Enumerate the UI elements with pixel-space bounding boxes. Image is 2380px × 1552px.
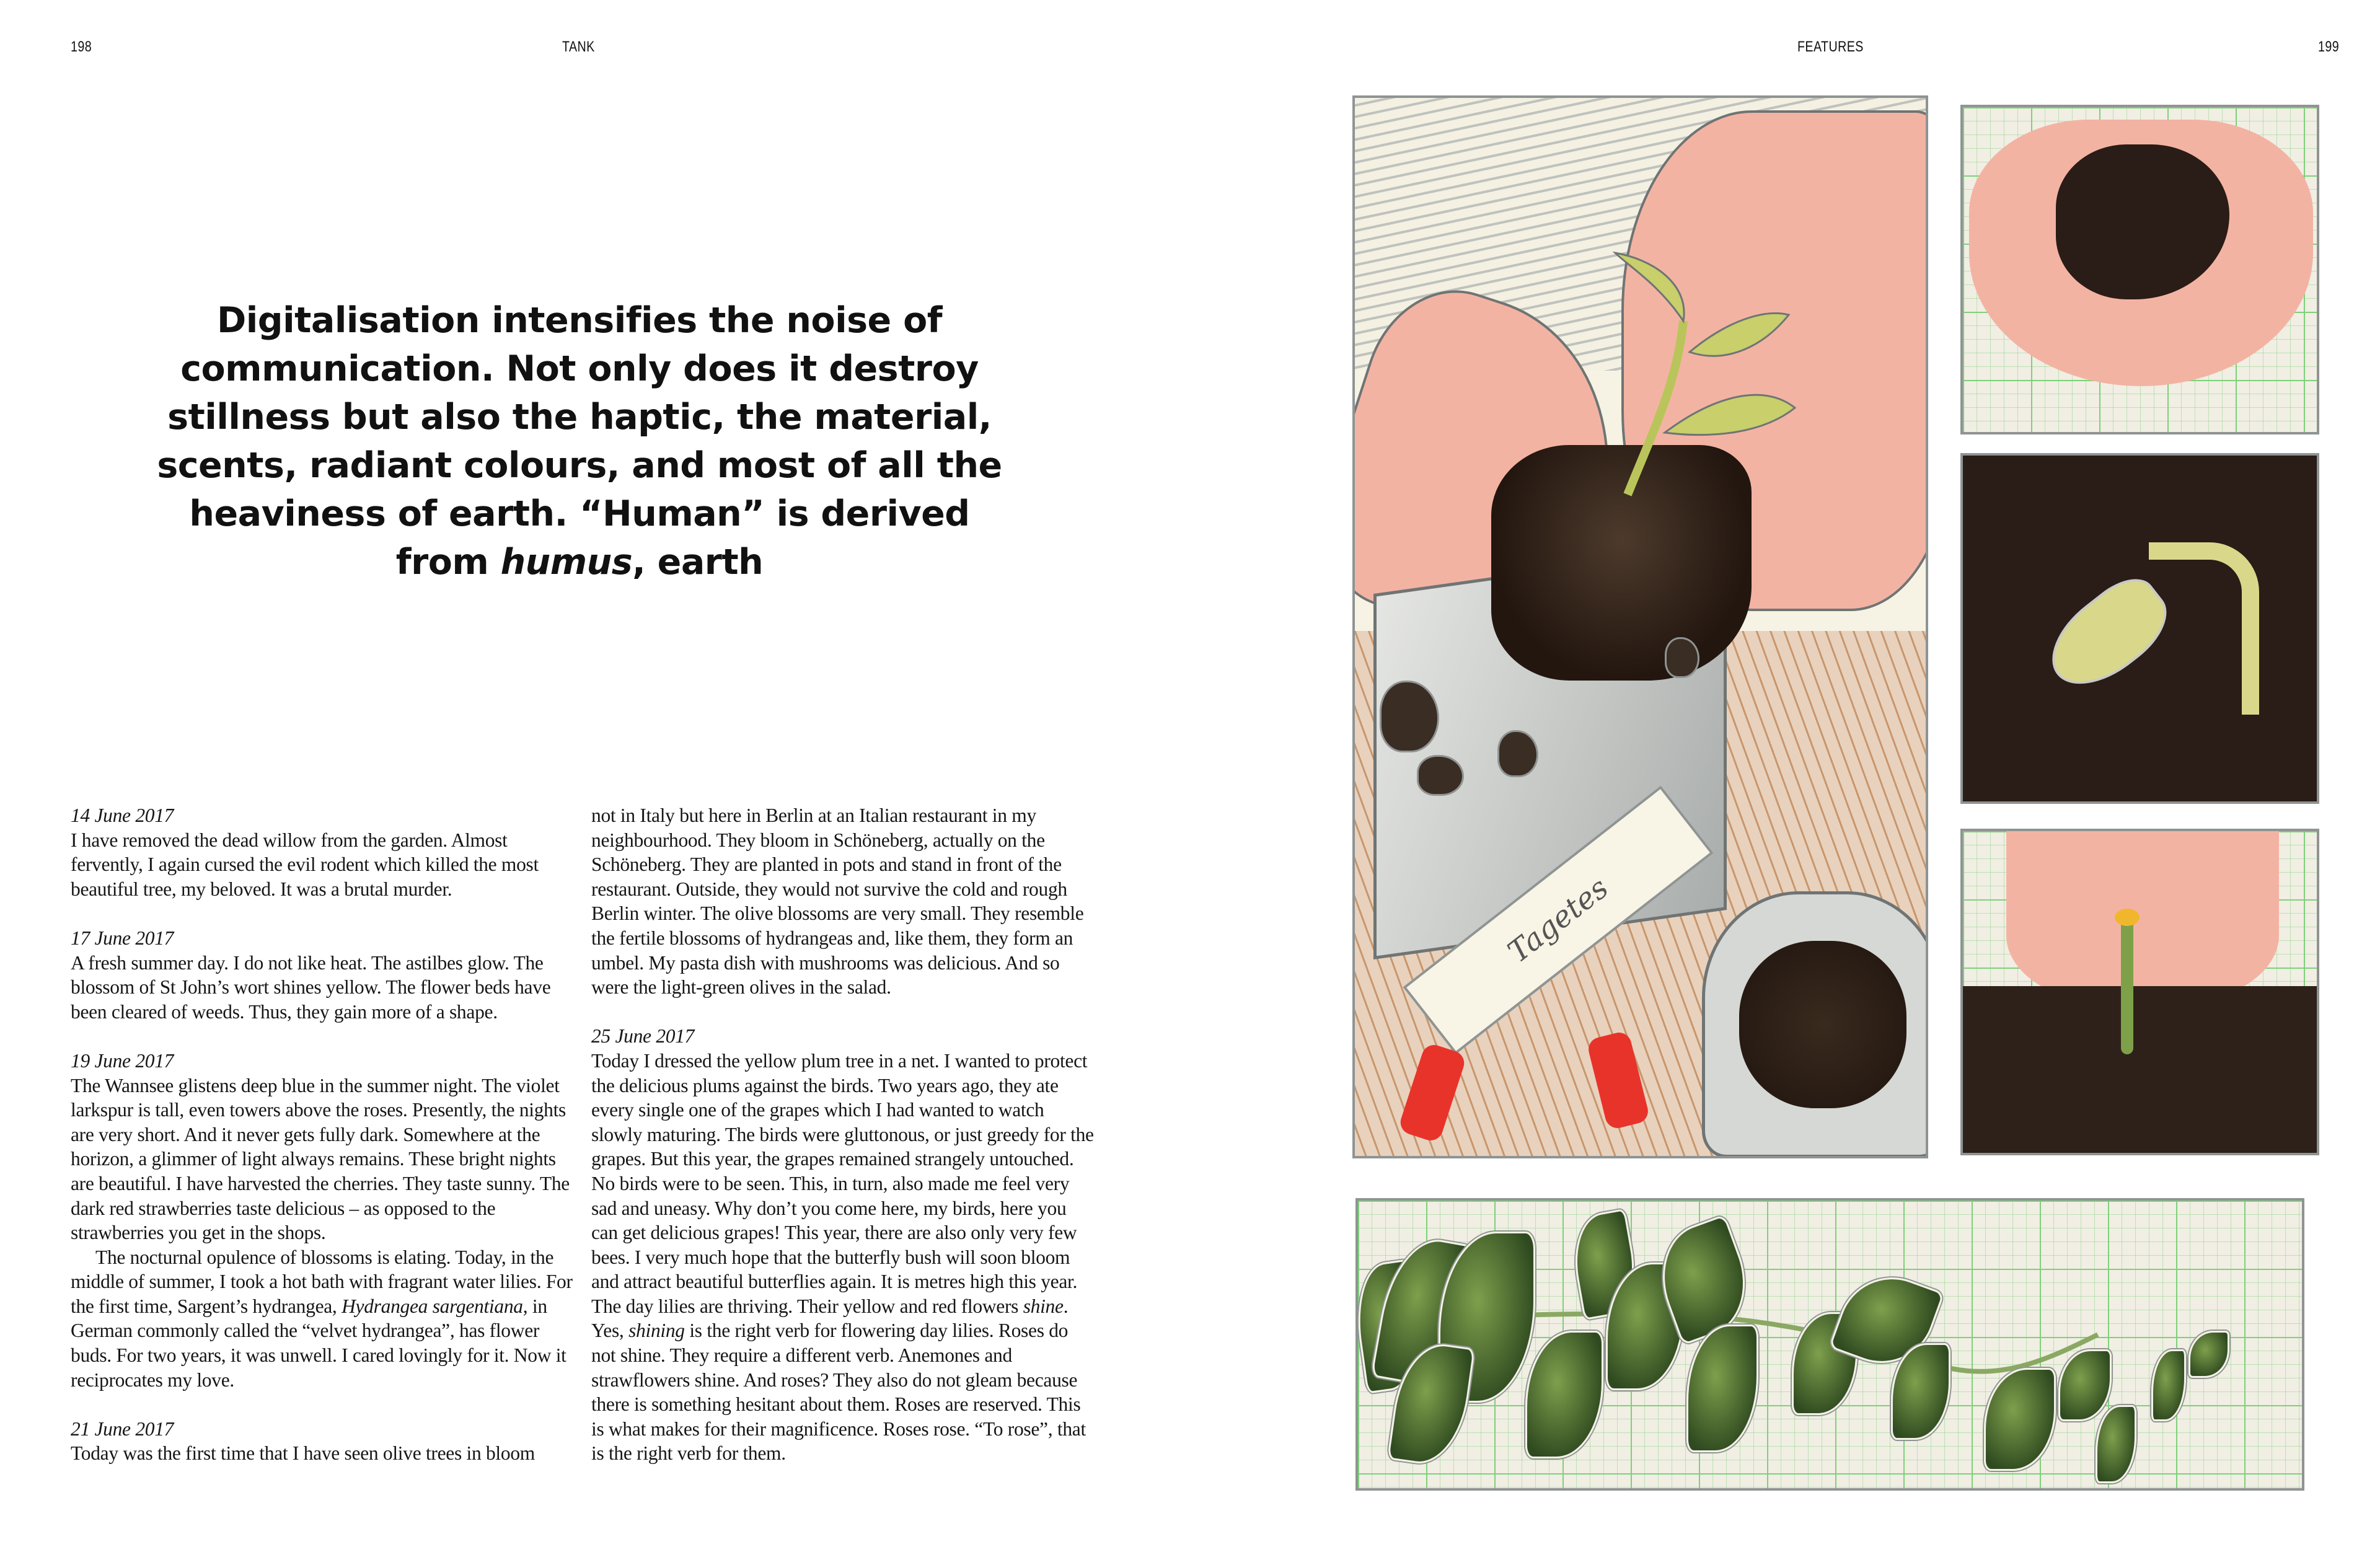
entry-date: 17 June 2017 [71,927,174,949]
entry-paragraph: Today was the first time that I have seen olive trees in bloom [71,1442,535,1465]
body-column-1 [71,803,576,1491]
diary-entry [71,1049,576,1392]
soil-clump [1380,681,1439,752]
illustration-germinating-seed [1960,453,2319,804]
paragraph-text: Today I dressed the yellow plum tree in a net. I wanted to protect the delicious plums against the birds. Two years ago, they ate every single one of the grapes which I had wanted to watch slowly maturing. The birds were gluttonous, or just greedy for the grapes. But this year, the grapes remained strangely untouched. No birds were to be seen. This, in turn, also made me feel very sad and uneasy. Why don’t you come here, my birds, here you can get delicious grapes! This year, there are also only very few bees. I very much hope that the butterfly bush will soon bloom and attract beautiful butterflies again. It is metres high this year. The day lilies are thriving. Their yellow and red flowers [591,1049,1094,1317]
entry-date: 19 June 2017 [71,1049,174,1072]
pull-quote [149,296,1010,586]
illustration-hand-with-seedling [1960,829,2319,1155]
botanical-name: Hydrangea sargentiana [342,1295,523,1317]
paragraph-text: is the right verb for flowering day lilies. Roses do not shine. They require a different verb. Anemones and strawflowers shine. And roses? They also do not gleam because there is something hesitant about them. Roses are reserved. This is what makes for their magnificence. Roses rose. “To rose”, that is the right verb for them. [591,1320,1086,1465]
right-page-number: 199 [2318,38,2340,55]
diary-entry [71,803,576,901]
diary-entry [71,1417,576,1466]
entry-date: 21 June 2017 [71,1418,174,1440]
entry-paragraph: The Wannsee glistens deep blue in the summer night. The violet larkspur is tall, even towers above the roses. Presently, the nights are very short. And it never gets fully dark. Somewhere at the horizon, a glimmer of light always remains. These bright nights are beautiful. I have harvested the cherries. They taste sunny. The dark red strawberries taste delicious – as opposed to the strawberries you get in the shops. [71,1074,570,1244]
diary-entry-continuation [591,803,1096,1000]
cup-soil [1739,941,1906,1108]
left-page-number: 198 [71,38,92,55]
entry-paragraph: I have removed the dead willow from the garden. Almost fervently, I again cursed the evil rodent which killed the most beautiful tree, my beloved. It was a brutal murder. [71,829,539,900]
sprout-stem [2149,542,2259,715]
diary-entry [71,926,576,1024]
hand-illustration [2006,831,2279,1005]
entry-paragraph: not in Italy but here in Berlin at an Italian restaurant in my neighbourhood. They bloom in Schöneberg, actually on the Schöneberg. They are planted in pots and stand in front of the restaurant. Outside, they would not survive the cold and rough Berlin winter. The olive blossoms are very small. They resemble the fertile blossoms of hydrangeas and, like them, they form an umbel. My pasta dish with mushrooms was delicious. And so were the light-green olives in the salad. [591,805,1084,999]
paragraph-text: . Yes, [591,1295,1069,1342]
soil-clump [1497,730,1538,777]
entry-paragraph [71,1245,576,1393]
soil-illustration [1963,986,2317,1155]
emphasis: shining [628,1320,685,1342]
entry-date: 25 June 2017 [591,1025,695,1047]
pull-quote-text-end: , earth [632,542,764,583]
left-running-head: TANK [562,38,595,55]
soil-clump [1665,637,1699,678]
seedling-icon [1590,247,1801,507]
illustration-cupped-hands-soil [1960,105,2319,434]
entry-paragraph [591,1049,1096,1466]
right-running-head: FEATURES [1797,38,1864,55]
illustration-ivy-vine [1355,1198,2304,1491]
pull-quote-text: Digitalisation intensifies the noise of communication. Not only does it destroy stillness but also the haptic, the material, scents, radiant colours, and most of all the heaviness of earth. “Human” is derived from [157,300,1002,583]
paragraph-text: , in German commonly called the “velvet hydrangea”, has flower buds. For two years, it was unwell. I cared lovingly for it. Now it reciprocates my love. [71,1295,566,1391]
entry-paragraph: A fresh summer day. I do not like heat. The astilbes glow. The blossom of St John’s wort shines yellow. The flower beds have been cleared of weeds. Thus, they gain more of a shape. [71,951,551,1023]
marigold-bud-icon [2115,909,2140,926]
soil-clump [1417,755,1464,796]
emphasis: shine [1023,1295,1064,1317]
pull-quote-italic: humus [500,542,633,583]
entry-date: 14 June 2017 [71,805,174,826]
body-column-2 [591,803,1096,1491]
illustration-planting-seedling [1352,95,1928,1158]
seedling-stem [2121,918,2133,1054]
diary-entry [591,1024,1096,1466]
paragraph-text: The nocturnal opulence of blossoms is elating. Today, in the middle of summer, I took a hot bath with fragrant water lilies. For the first time, Sargent’s hydrangea, [71,1246,573,1317]
plant-label: Tagetes [1403,786,1714,1055]
